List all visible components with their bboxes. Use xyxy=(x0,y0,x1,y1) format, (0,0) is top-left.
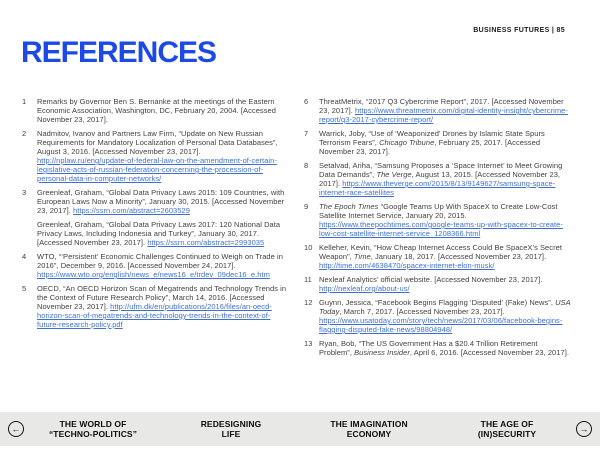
reference-link[interactable]: https://www.usatoday.com/story/tech/news/2017/03/06/facebook-begins-flagging-disputed-fake-news/98804948/ xyxy=(319,316,563,334)
reference-text: , March 7, 2017. [Accessed November 23, 2017]. xyxy=(339,307,505,316)
publication-name: The Verge xyxy=(376,170,412,179)
reference-item xyxy=(22,284,290,329)
reference-body xyxy=(319,161,572,197)
footer-section-imagination-economy[interactable] xyxy=(300,419,438,439)
reference-number: 4 xyxy=(22,252,27,261)
reference-link[interactable]: https://www.wto.org/english/news_e/news16_e/trdev_09dec16_e.htm xyxy=(37,270,270,279)
reference-paragraph xyxy=(319,161,572,197)
reference-paragraph xyxy=(37,284,290,329)
reference-link[interactable]: https://ssrn.com/abstract=2603529 xyxy=(73,206,190,215)
footer-section-label: THE AGE OF xyxy=(480,419,534,429)
footer-section-techno-politics[interactable] xyxy=(24,419,162,439)
reference-number: 5 xyxy=(22,284,27,293)
reference-text: ThreatMetrix, “2017 Q3 Cybercrime Report”, 2017. [Accessed November 23, 2017]. xyxy=(319,97,564,115)
footer-section-redesigning-life[interactable] xyxy=(162,419,300,439)
reference-item xyxy=(304,275,572,293)
reference-link[interactable]: https://www.theverge.com/2015/8/13/9149627/samsung-space-internet-race-satellites xyxy=(319,179,556,197)
reference-item xyxy=(22,129,290,183)
reference-number: 10 xyxy=(304,243,313,252)
reference-text: Ryan, Bob, “The US Government Has a $20.4 Trillion Retirement Problem”, xyxy=(319,339,538,357)
reference-text: Warrick, Joby, “Use of ‘Weaponized’ Drones by Islamic State Spurs Terrorism Fears”, xyxy=(319,129,545,147)
reference-text: Guynn, Jessica, “Facebook Begins Flagging ‘Disputed’ (Fake) News”, xyxy=(319,298,556,307)
reference-body xyxy=(319,97,572,124)
reference-body xyxy=(319,129,572,156)
references-container xyxy=(22,97,572,362)
reference-number: 9 xyxy=(304,202,309,211)
reference-number: 12 xyxy=(304,298,313,307)
reference-text: Remarks by Governor Ben S. Bernanke at the meetings of the Eastern Economic Association, Washington, DC, February 20, 2004. [Accessed November 23, 2017]. xyxy=(37,97,276,124)
reference-number: 1 xyxy=(22,97,27,106)
footer-section-label: LIFE xyxy=(221,429,241,439)
reference-number: 2 xyxy=(22,129,27,138)
reference-item xyxy=(304,161,572,197)
reference-number: 6 xyxy=(304,97,309,106)
reference-paragraph xyxy=(319,298,572,334)
reference-link[interactable]: http://ufm.dk/en/publications/2016/files/an-oecd-horizon-scan-of-megatrends-and-technology-trends-in-the-context-of-future-research-policy.pdf xyxy=(37,302,272,329)
reference-text: , August 13, 2015. [Accessed November 23, 2017]. xyxy=(319,170,561,188)
reference-paragraph xyxy=(319,97,572,124)
reference-text: Nexleaf Analytics’ official website. [Accessed November 23, 2017]. xyxy=(319,275,543,284)
reference-body xyxy=(319,298,572,334)
reference-paragraph xyxy=(37,129,290,183)
reference-link[interactable]: http://time.com/4638470/spacex-internet-elon-musk/ xyxy=(319,261,495,270)
reference-body xyxy=(319,275,572,293)
reference-number: 13 xyxy=(304,339,313,348)
page-title: REFERENCES xyxy=(21,36,217,69)
reference-paragraph xyxy=(37,97,290,124)
prev-arrow-icon[interactable]: ← xyxy=(8,421,24,437)
reference-text: Nadmitov, Ivanov and Partners Law Firm, “Update on New Russian Requirements for Mandatory Localization of Personal Data Databases”, August 3, 2016. [Accessed November 23, 2017]. xyxy=(37,129,278,156)
reference-number: 7 xyxy=(304,129,309,138)
reference-body xyxy=(319,202,572,238)
reference-item xyxy=(22,97,290,124)
reference-text: OECD, “An OECD Horizon Scan of Megatrends and Technology Trends in the Context of Future Research Policy”, March 14, 2016. [Accessed November 23, 2017]. xyxy=(37,284,287,311)
footer-section-label: THE WORLD OF xyxy=(59,419,127,429)
reference-text: Greenleaf, Graham, “Global Data Privacy Laws 2017: 120 National Data Privacy Laws, Including Indonesia and Turkey”, January 30, 2017. [Accessed November 23, 2017]. xyxy=(37,220,281,247)
reference-body xyxy=(37,252,290,279)
footer-section-label: (IN)SECURITY xyxy=(477,429,537,439)
publication-name: Business Insider xyxy=(354,348,410,357)
reference-item xyxy=(304,243,572,270)
reference-text: Setalvad, Ariha, “Samsung Proposes a ‘Space Internet’ to Meet Growing Data Demands”, xyxy=(319,161,563,179)
reference-paragraph xyxy=(319,275,572,293)
reference-link[interactable]: http://nplaw.ru/eng/update-of-federal-law-on-the-amendment-of-certain-legislative-acts-of-russian-federation-concerning-the-procession-of-personal-data-in-computer-networks/ xyxy=(37,156,277,183)
footer-nav xyxy=(0,412,600,446)
reference-link[interactable]: https://www.theepochtimes.com/google-teams-up-with-spacex-to-create-low-cost-satellite-internet-service_1208366.html xyxy=(319,220,563,238)
reference-paragraph xyxy=(319,202,572,238)
reference-link[interactable]: https://ssrn.com/abstract=2993035 xyxy=(147,238,265,247)
footer-section-label: ECONOMY xyxy=(346,429,392,439)
reference-item xyxy=(304,129,572,156)
reference-paragraph xyxy=(37,220,290,247)
reference-item xyxy=(22,252,290,279)
publication-name: USA Today xyxy=(319,298,571,316)
reference-body xyxy=(319,339,572,357)
reference-text: , April 6, 2016. [Accessed November 23, 2017]. xyxy=(409,348,569,357)
reference-paragraph xyxy=(37,252,290,279)
footer-section-label: “TECHNO-POLITICS” xyxy=(48,429,138,439)
reference-item xyxy=(304,298,572,334)
publication-name: The Epoch Times xyxy=(319,202,379,211)
reference-number: 3 xyxy=(22,188,27,197)
footer-section-label: THE IMAGINATION xyxy=(330,419,408,429)
reference-text: , January 18, 2017. [Accessed November 23, 2017]. xyxy=(370,252,547,261)
references-column-right xyxy=(304,97,572,362)
reference-paragraph xyxy=(37,188,290,215)
footer-section-label: REDESIGNING xyxy=(200,419,262,429)
reference-item xyxy=(22,188,290,247)
reference-text: WTO, “‘Persistent’ Economic Challenges Continued to Weigh on Trade in 2016”, December 9, 2016. [Accessed November 24, 2017]. xyxy=(37,252,283,270)
reference-item xyxy=(304,97,572,124)
reference-item xyxy=(304,202,572,238)
reference-body xyxy=(319,243,572,270)
reference-text: , February 25, 2017. [Accessed November 23, 2017]. xyxy=(319,138,541,156)
reference-body xyxy=(37,129,290,183)
reference-link[interactable]: https://www.threatmetrix.com/digital-identity-insight/cybercrime-report/q3-2017-cybercrime-report/ xyxy=(319,106,568,124)
reference-text: Greenleaf, Graham, “Global Data Privacy Laws 2015: 109 Countries, with European Laws Now a Minority”, January 30, 2015. [Accessed November 23, 2017]. xyxy=(37,188,285,215)
reference-paragraph xyxy=(319,243,572,270)
reference-number: 8 xyxy=(304,161,309,170)
reference-body xyxy=(37,284,290,329)
reference-paragraph xyxy=(319,129,572,156)
page-header: BUSINESS FUTURES | 85 xyxy=(473,27,565,34)
reference-text: Kelleher, Kevin, “How Cheap Internet Access Could Be SpaceX’s Secret Weapon”, xyxy=(319,243,562,261)
publication-name: Time xyxy=(353,252,371,261)
reference-paragraph xyxy=(319,339,572,357)
reference-number: 11 xyxy=(304,275,312,284)
reference-item xyxy=(304,339,572,357)
next-arrow-icon[interactable]: → xyxy=(576,421,592,437)
reference-body xyxy=(37,188,290,247)
reference-body xyxy=(37,97,290,124)
references-column-left xyxy=(22,97,290,362)
reference-link[interactable]: http://nexleaf.org/about-us/ xyxy=(319,284,410,293)
footer-section-age-of-insecurity[interactable] xyxy=(438,419,576,439)
publication-name: Chicago Tribune xyxy=(379,138,435,147)
reference-text: “Google Teams Up With SpaceX to Create Low-Cost Satellite Internet Service, January 20, 2015. xyxy=(319,202,558,220)
